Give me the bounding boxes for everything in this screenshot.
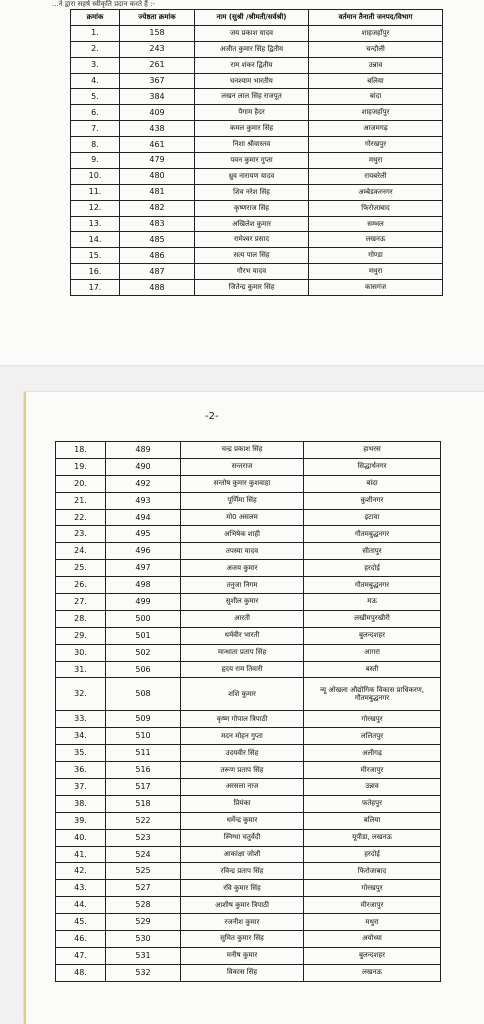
serial-cell: 30. [56, 644, 106, 661]
seniority-cell: 495 [106, 526, 181, 543]
name-cell: सन्तराज [181, 458, 304, 475]
name-cell: सुशील कुमार [181, 594, 304, 611]
table-row [71, 216, 443, 232]
posting-cell: आगरा [304, 644, 441, 661]
posting-cell: कासगंज [309, 280, 443, 296]
posting-cell: अम्बेडकरनगर [309, 184, 443, 200]
posting-cell: इटावा [304, 509, 441, 526]
seniority-cell: 502 [106, 644, 181, 661]
seniority-cell: 498 [106, 577, 181, 594]
seniority-cell: 506 [106, 661, 181, 678]
name-cell: गौरभ यादव [195, 264, 309, 280]
posting-cell: उन्नाव [309, 57, 443, 73]
posting-cell: आजमगढ़ [309, 121, 443, 137]
posting-cell: सिद्धार्थनगर [304, 458, 441, 475]
posting-cell: मथुरा [309, 153, 443, 169]
table-row [56, 543, 441, 560]
serial-cell: 12. [71, 200, 120, 216]
seniority-cell: 517 [106, 779, 181, 796]
posting-cell: लखीमपुरखीरी [304, 610, 441, 627]
posting-cell: शाहजहाँपुर [309, 25, 443, 41]
col-header-posting: वर्तमान तैनाती जनपद/विभाग [309, 10, 443, 26]
name-cell: रवि कुमार सिंह [181, 880, 304, 897]
name-cell: रविन्द्र प्रताप सिंह [181, 863, 304, 880]
posting-cell: उन्नाव [304, 779, 441, 796]
serial-cell: 18. [56, 442, 106, 459]
serial-cell: 31. [56, 661, 106, 678]
table-row [56, 812, 441, 829]
posting-cell: मीरजापुर [304, 762, 441, 779]
serial-cell: 10. [71, 168, 120, 184]
name-cell: सत्य पाल सिंह [195, 248, 309, 264]
seniority-cell: 525 [106, 863, 181, 880]
name-cell: रजनीश कुमार [181, 914, 304, 931]
seniority-cell: 461 [120, 137, 195, 153]
serial-cell: 7. [71, 121, 120, 137]
serial-cell: 39. [56, 812, 106, 829]
serial-cell: 46. [56, 931, 106, 948]
table-header-row [71, 10, 443, 26]
serial-cell: 25. [56, 560, 106, 577]
name-cell: हृदय राम तिवारी [181, 661, 304, 678]
seniority-cell: 510 [106, 728, 181, 745]
serial-cell: 22. [56, 509, 106, 526]
name-cell: तनुजा निगम [181, 577, 304, 594]
name-cell: तरूण प्रताप सिंह [181, 762, 304, 779]
posting-cell: मीरजापुर [304, 897, 441, 914]
posting-cell: बलिया [309, 73, 443, 89]
table-row [56, 577, 441, 594]
seniority-cell: 499 [106, 594, 181, 611]
serial-cell: 2. [71, 41, 120, 57]
serial-cell: 45. [56, 914, 106, 931]
posting-cell: ललितपुर [304, 728, 441, 745]
seniority-cell: 529 [106, 914, 181, 931]
seniority-cell: 494 [106, 509, 181, 526]
serial-cell: 41. [56, 846, 106, 863]
serial-cell: 43. [56, 880, 106, 897]
seniority-cell: 509 [106, 711, 181, 728]
seniority-cell: 367 [120, 73, 195, 89]
seniority-cell: 485 [120, 232, 195, 248]
name-cell: अजय कुमार [181, 560, 304, 577]
table-row [71, 73, 443, 89]
posting-cell: रायबरेली [309, 168, 443, 184]
serial-cell: 5. [71, 89, 120, 105]
name-cell: अरसला नाज [181, 779, 304, 796]
table-row [56, 458, 441, 475]
serial-cell: 37. [56, 779, 106, 796]
table-row [71, 200, 443, 216]
seniority-cell: 479 [120, 153, 195, 169]
col-header-name: नाम (सुश्री /श्रीमती/सर्वश्री) [195, 10, 309, 26]
seniority-cell: 409 [120, 105, 195, 121]
seniority-cell: 482 [120, 200, 195, 216]
serial-cell: 28. [56, 610, 106, 627]
posting-cell: फतेहपुर [304, 795, 441, 812]
posting-cell: फिरोजाबाद [304, 863, 441, 880]
name-cell: जय प्रकाश यादव [195, 25, 309, 41]
table-row [56, 475, 441, 492]
table-row [71, 264, 443, 280]
posting-cell: सीतापुर [304, 543, 441, 560]
posting-cell: हाथरस [304, 442, 441, 459]
name-cell: आरती [181, 610, 304, 627]
seniority-cell: 528 [106, 897, 181, 914]
table-row [56, 728, 441, 745]
table-row [71, 41, 443, 57]
table-row [56, 880, 441, 897]
name-cell: तपस्या यादव [181, 543, 304, 560]
posting-cell: मथुरा [304, 914, 441, 931]
serial-cell: 40. [56, 829, 106, 846]
seniority-cell: 532 [106, 964, 181, 981]
table-row [71, 280, 443, 296]
table-row [71, 248, 443, 264]
table-row [56, 795, 441, 812]
col-header-serial: क्रमांक [71, 10, 120, 26]
posting-cell: बुलन्दशहर [304, 947, 441, 964]
name-cell: निशा श्रीवास्तव [195, 137, 309, 153]
posting-cell: अयोध्या [304, 931, 441, 948]
name-cell: प्रियंका [181, 795, 304, 812]
seniority-cell: 523 [106, 829, 181, 846]
seniority-cell: 511 [106, 745, 181, 762]
page-number: -2- [205, 411, 219, 422]
name-cell: धर्मेन्द्र कुमार [181, 812, 304, 829]
posting-cell: गोरखपुर [309, 137, 443, 153]
table-row [71, 89, 443, 105]
name-cell: धर्मवीर भारती [181, 627, 304, 644]
seniority-cell: 243 [120, 41, 195, 57]
seniority-cell: 508 [106, 678, 181, 711]
serial-cell: 11. [71, 184, 120, 200]
name-cell: आशीष कुमार त्रिपाठी [181, 897, 304, 914]
name-cell: कृष्णराज सिंह [195, 200, 309, 216]
seniority-cell: 261 [120, 57, 195, 73]
posting-cell: बांदा [309, 89, 443, 105]
serial-cell: 38. [56, 795, 106, 812]
name-cell: चन्द्र प्रकाश सिंह [181, 442, 304, 459]
seniority-cell: 497 [106, 560, 181, 577]
posting-cell: सम्भल [309, 216, 443, 232]
serial-cell: 36. [56, 762, 106, 779]
partial-heading-text: ...ने द्वारा सहर्ष स्वीकृति प्रदान करते हैं :- [52, 0, 155, 8]
table-row [56, 560, 441, 577]
name-cell: पवन कुमार गुप्ता [195, 153, 309, 169]
posting-cell: न्यू ओखला औद्योगिक विकास प्राधिकरण, गौतमबुद्धनगर [304, 678, 441, 711]
posting-cell: मथुरा [309, 264, 443, 280]
table-row [71, 168, 443, 184]
serial-cell: 24. [56, 543, 106, 560]
seniority-cell: 522 [106, 812, 181, 829]
table-row [71, 153, 443, 169]
table-row [56, 627, 441, 644]
name-cell: राम शंकर द्वितीय [195, 57, 309, 73]
table-row [56, 863, 441, 880]
table-row [56, 947, 441, 964]
table-row [71, 137, 443, 153]
table-row [56, 931, 441, 948]
table-row [56, 829, 441, 846]
serial-cell: 26. [56, 577, 106, 594]
posting-cell: कुशीनगर [304, 492, 441, 509]
name-cell: शिव नरेश सिंह [195, 184, 309, 200]
table-row [56, 492, 441, 509]
posting-cell: लखनऊ [304, 964, 441, 981]
serial-cell: 4. [71, 73, 120, 89]
serial-cell: 21. [56, 492, 106, 509]
table-row [71, 57, 443, 73]
officer-table-page-1 [70, 9, 443, 296]
seniority-cell: 488 [120, 280, 195, 296]
name-cell: ध्रुव नारायण यादव [195, 168, 309, 184]
posting-cell: गोरखपुर [304, 880, 441, 897]
table-row [56, 711, 441, 728]
name-cell: लखन लाल सिंह राजपूत [195, 89, 309, 105]
seniority-cell: 516 [106, 762, 181, 779]
seniority-cell: 487 [120, 264, 195, 280]
seniority-cell: 483 [120, 216, 195, 232]
table-row [56, 745, 441, 762]
table-row [71, 25, 443, 41]
table-row [56, 762, 441, 779]
name-cell: मान्धाता प्रताप सिंह [181, 644, 304, 661]
seniority-cell: 531 [106, 947, 181, 964]
table-row [71, 232, 443, 248]
seniority-cell: 438 [120, 121, 195, 137]
posting-cell: चन्दौली [309, 41, 443, 57]
serial-cell: 8. [71, 137, 120, 153]
serial-cell: 16. [71, 264, 120, 280]
table-row [56, 442, 441, 459]
name-cell: मदन मोहन गुप्ता [181, 728, 304, 745]
serial-cell: 29. [56, 627, 106, 644]
posting-cell: गोरखपुर [304, 711, 441, 728]
serial-cell: 34. [56, 728, 106, 745]
posting-cell: बलिया [304, 812, 441, 829]
name-cell: मो0 असलम [181, 509, 304, 526]
table-row [56, 644, 441, 661]
seniority-cell: 158 [120, 25, 195, 41]
seniority-cell: 480 [120, 168, 195, 184]
table-row [56, 964, 441, 981]
name-cell: जितेन्द्र कुमार सिंह [195, 280, 309, 296]
posting-cell: गौतमबुद्धनगर [304, 526, 441, 543]
seniority-cell: 486 [120, 248, 195, 264]
name-cell: घनश्याम भारतीय [195, 73, 309, 89]
serial-cell: 17. [71, 280, 120, 296]
seniority-cell: 524 [106, 846, 181, 863]
name-cell: अभिषेक शाही [181, 526, 304, 543]
name-cell: रामेश्वर प्रसाद [195, 232, 309, 248]
serial-cell: 33. [56, 711, 106, 728]
name-cell: अखिलेश कुमार [195, 216, 309, 232]
seniority-cell: 500 [106, 610, 181, 627]
name-cell: सुमित कुमार सिंह [181, 931, 304, 948]
serial-cell: 32. [56, 678, 106, 711]
seniority-cell: 492 [106, 475, 181, 492]
name-cell: आकांक्षा जोशी [181, 846, 304, 863]
serial-cell: 19. [56, 458, 106, 475]
seniority-cell: 489 [106, 442, 181, 459]
posting-cell: बुलन्दशहर [304, 627, 441, 644]
name-cell: सन्तोष कुमार कुशवाहा [181, 475, 304, 492]
table-row [56, 526, 441, 543]
posting-cell: गोण्डा [309, 248, 443, 264]
posting-cell: गौतमबुद्धनगर [304, 577, 441, 594]
posting-cell: हरदोई [304, 560, 441, 577]
serial-cell: 35. [56, 745, 106, 762]
table-row [71, 105, 443, 121]
serial-cell: 48. [56, 964, 106, 981]
serial-cell: 13. [71, 216, 120, 232]
seniority-cell: 530 [106, 931, 181, 948]
table-row [71, 184, 443, 200]
table-row [56, 897, 441, 914]
seniority-cell: 481 [120, 184, 195, 200]
officer-table-page-2 [55, 441, 441, 982]
serial-cell: 27. [56, 594, 106, 611]
posting-cell: अलीगढ़ [304, 745, 441, 762]
table-row [56, 509, 441, 526]
table-row [56, 779, 441, 796]
seniority-cell: 527 [106, 880, 181, 897]
serial-cell: 3. [71, 57, 120, 73]
serial-cell: 1. [71, 25, 120, 41]
posting-cell: शाहजहाँपुर [309, 105, 443, 121]
serial-cell: 15. [71, 248, 120, 264]
serial-cell: 6. [71, 105, 120, 121]
table-row [56, 594, 441, 611]
table-row [56, 610, 441, 627]
seniority-cell: 496 [106, 543, 181, 560]
seniority-cell: 501 [106, 627, 181, 644]
seniority-cell: 493 [106, 492, 181, 509]
seniority-cell: 518 [106, 795, 181, 812]
table-row [71, 121, 443, 137]
posting-cell: हरदोई [304, 846, 441, 863]
name-cell: विकास सिंह [181, 964, 304, 981]
name-cell: पूर्णिमा सिंह [181, 492, 304, 509]
table-row [56, 914, 441, 931]
serial-cell: 23. [56, 526, 106, 543]
posting-cell: लखनऊ [309, 232, 443, 248]
seniority-cell: 384 [120, 89, 195, 105]
col-header-seniority: ज्येष्ठता क्रमांक [120, 10, 195, 26]
posting-cell: बस्ती [304, 661, 441, 678]
posting-cell: बांदा [304, 475, 441, 492]
serial-cell: 14. [71, 232, 120, 248]
name-cell: पैगाम हैदर [195, 105, 309, 121]
serial-cell: 20. [56, 475, 106, 492]
posting-cell: यूपीडा, लखनऊ [304, 829, 441, 846]
serial-cell: 47. [56, 947, 106, 964]
name-cell: उदयवीर सिंह [181, 745, 304, 762]
posting-cell: मऊ [304, 594, 441, 611]
serial-cell: 44. [56, 897, 106, 914]
name-cell: अजीत कुमार सिंह द्वितीय [195, 41, 309, 57]
table-row [56, 661, 441, 678]
name-cell: कृष्ण गोपाल त्रिपाठी [181, 711, 304, 728]
posting-cell: फिरोजाबाद [309, 200, 443, 216]
name-cell: स्निग्धा चतुर्वेदी [181, 829, 304, 846]
serial-cell: 42. [56, 863, 106, 880]
name-cell: कमल कुमार सिंह [195, 121, 309, 137]
name-cell: मनीष कुमार [181, 947, 304, 964]
table-row [56, 846, 441, 863]
table-row [56, 678, 441, 711]
seniority-cell: 490 [106, 458, 181, 475]
name-cell: शशि कुमार [181, 678, 304, 711]
serial-cell: 9. [71, 153, 120, 169]
